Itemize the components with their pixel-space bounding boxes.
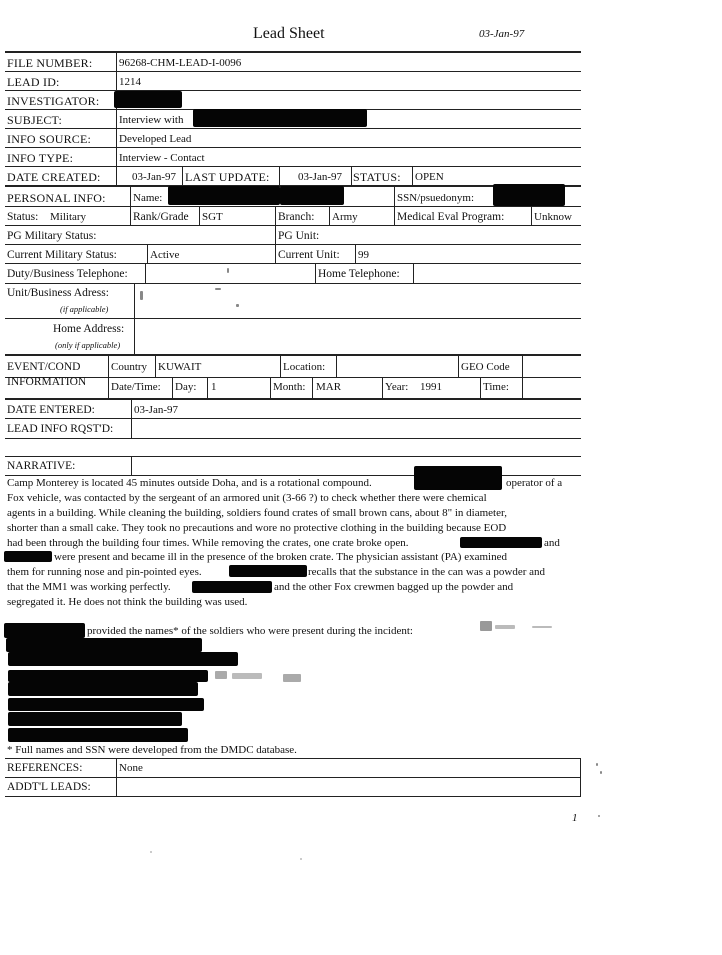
name-list-redaction-6 <box>8 712 182 726</box>
current-unit-value: 99 <box>358 249 369 261</box>
name-label: Name: <box>133 192 163 204</box>
branch-label: Branch: <box>278 211 315 223</box>
name-list-redaction-2 <box>8 652 238 666</box>
date-created-label: DATE CREATED: <box>7 170 101 184</box>
status-mil-value: Military <box>50 211 87 223</box>
ssn-label: SSN/psuedonym: <box>397 192 475 204</box>
time-label: Time: <box>483 381 509 393</box>
narrative-line-8b: and the other Fox crewmen bagged up the powder and <box>274 581 514 593</box>
duty-phone-label: Duty/Business Telephone: <box>7 268 128 280</box>
location-label: Location: <box>283 361 326 373</box>
month-value: MAR <box>316 381 342 393</box>
narrative-line-5a: had been through the building four times. While removing the crates, one crate broke open. <box>7 537 409 549</box>
datetime-label: Date/Time: <box>111 381 161 393</box>
unit-address-note: (if applicable) <box>60 304 109 314</box>
investigator-redaction <box>114 91 182 108</box>
home-phone-label: Home Telephone: <box>318 268 400 280</box>
current-military-status-value: Active <box>150 249 180 261</box>
references-value: None <box>119 762 143 774</box>
narrative-redaction-1 <box>414 466 502 490</box>
status-label: STATUS: <box>353 170 401 184</box>
event-label-2: INFORMATION <box>7 376 87 388</box>
lead-info-label: LEAD INFO RQST'D: <box>7 423 114 435</box>
info-type-value: Interview - Contact <box>119 152 205 164</box>
narrative-line-2: Fox vehicle, was contacted by the sergeant of an armored unit (3-66 ?) to check whether there were chemical <box>7 492 487 504</box>
lead-id-label: LEAD ID: <box>7 75 60 89</box>
narrative-line-7a: them for running nose and pin-pointed eyes. <box>7 566 202 578</box>
date-entered-value: 03-Jan-97 <box>134 404 178 416</box>
status-value: OPEN <box>415 171 444 183</box>
page-title: Lead Sheet <box>253 25 325 42</box>
narrative-redaction-6 <box>4 623 85 638</box>
day-label: Day: <box>175 381 197 393</box>
subject-redaction <box>193 109 367 127</box>
month-label: Month: <box>273 381 306 393</box>
country-value: KUWAIT <box>158 361 202 373</box>
narrative-redaction-3 <box>4 551 52 562</box>
narrative-redaction-5 <box>192 581 272 593</box>
status-mil-label: Status: <box>7 211 39 223</box>
narrative-line-3: agents in a building. While cleaning the building, soldiers found crates of small brown cans, about 8" in diameter, <box>7 507 507 519</box>
name-list-redaction-1 <box>6 638 202 652</box>
narrative-line-7b: recalls that the substance in the can was a powder and <box>308 566 546 578</box>
name-list-redaction-5 <box>8 698 204 711</box>
narrative-redaction-4 <box>229 565 307 577</box>
home-address-note: (only if applicable) <box>55 340 121 350</box>
last-update-label: LAST UPDATE: <box>185 170 270 184</box>
footnote: * Full names and SSN were developed from the DMDC database. <box>7 744 297 756</box>
info-type-label: INFO TYPE: <box>7 151 74 165</box>
narrative-line-4: shorter than a small cake. They took no precautions and wore no protective clothing in the building because EOD <box>7 522 507 534</box>
name-redaction-2 <box>280 186 344 205</box>
narrative-line-6: were present and became ill in the presence of the broken crate. The physician assistant (PA) examined <box>54 551 507 563</box>
year-value: 1991 <box>420 381 442 393</box>
pg-military-status-label: PG Military Status: <box>7 230 97 242</box>
lead-id-value: 1214 <box>119 76 141 88</box>
narrative-paragraph-2: provided the names* of the soldiers who were present during the incident: <box>87 625 413 637</box>
rank-label: Rank/Grade <box>133 211 189 223</box>
last-update-value: 03-Jan-97 <box>298 171 342 183</box>
narrative-line-9: segregated it. He does not think the building was used. <box>7 596 248 608</box>
home-address-label: Home Address: <box>53 323 125 335</box>
investigator-label: INVESTIGATOR: <box>7 94 100 108</box>
name-list-redaction-7 <box>8 728 188 742</box>
narrative-line-1a: Camp Monterey is located 45 minutes outside Doha, and is a rotational compound. <box>7 477 372 489</box>
rank-value: SGT <box>202 211 223 223</box>
file-number-label: FILE NUMBER: <box>7 56 93 70</box>
narrative-line-1b: operator of a <box>506 477 563 489</box>
pg-unit-label: PG Unit: <box>278 230 320 242</box>
date-created-value: 03-Jan-97 <box>132 171 176 183</box>
subject-value: Interview with <box>119 114 184 126</box>
info-source-value: Developed Lead <box>119 133 192 145</box>
name-list-redaction-3 <box>8 670 208 682</box>
geo-code-label: GEO Code <box>461 361 510 373</box>
narrative-label: NARRATIVE: <box>7 460 76 472</box>
date-entered-label: DATE ENTERED: <box>7 404 95 416</box>
narrative-line-5b: and <box>544 537 560 549</box>
subject-label: SUBJECT: <box>7 113 63 127</box>
current-unit-label: Current Unit: <box>278 249 340 261</box>
name-redaction <box>168 186 280 205</box>
current-military-status-label: Current Military Status: <box>7 249 117 261</box>
unit-address-label: Unit/Business Adress: <box>7 287 109 299</box>
year-label: Year: <box>385 381 409 393</box>
day-value: 1 <box>211 381 217 393</box>
header-date: 03-Jan-97 <box>479 28 525 40</box>
narrative-line-8a: that the MM1 was working perfectly. <box>7 581 171 593</box>
page-number: 1 <box>572 812 578 824</box>
event-label-1: EVENT/COND <box>7 361 81 373</box>
medical-eval-label: Medical Eval Program: <box>397 211 505 223</box>
country-label: Country <box>111 361 148 373</box>
narrative-redaction-2 <box>460 537 542 548</box>
personal-info-label: PERSONAL INFO: <box>7 191 106 205</box>
info-source-label: INFO SOURCE: <box>7 132 92 146</box>
name-list-redaction-4 <box>8 682 198 696</box>
addtl-leads-label: ADDT'L LEADS: <box>7 781 91 793</box>
medical-eval-value: Unknow <box>534 211 572 223</box>
file-number-value: 96268-CHM-LEAD-I-0096 <box>119 57 242 69</box>
references-label: REFERENCES: <box>7 762 83 774</box>
branch-value: Army <box>332 211 358 223</box>
ssn-redaction <box>493 184 565 206</box>
